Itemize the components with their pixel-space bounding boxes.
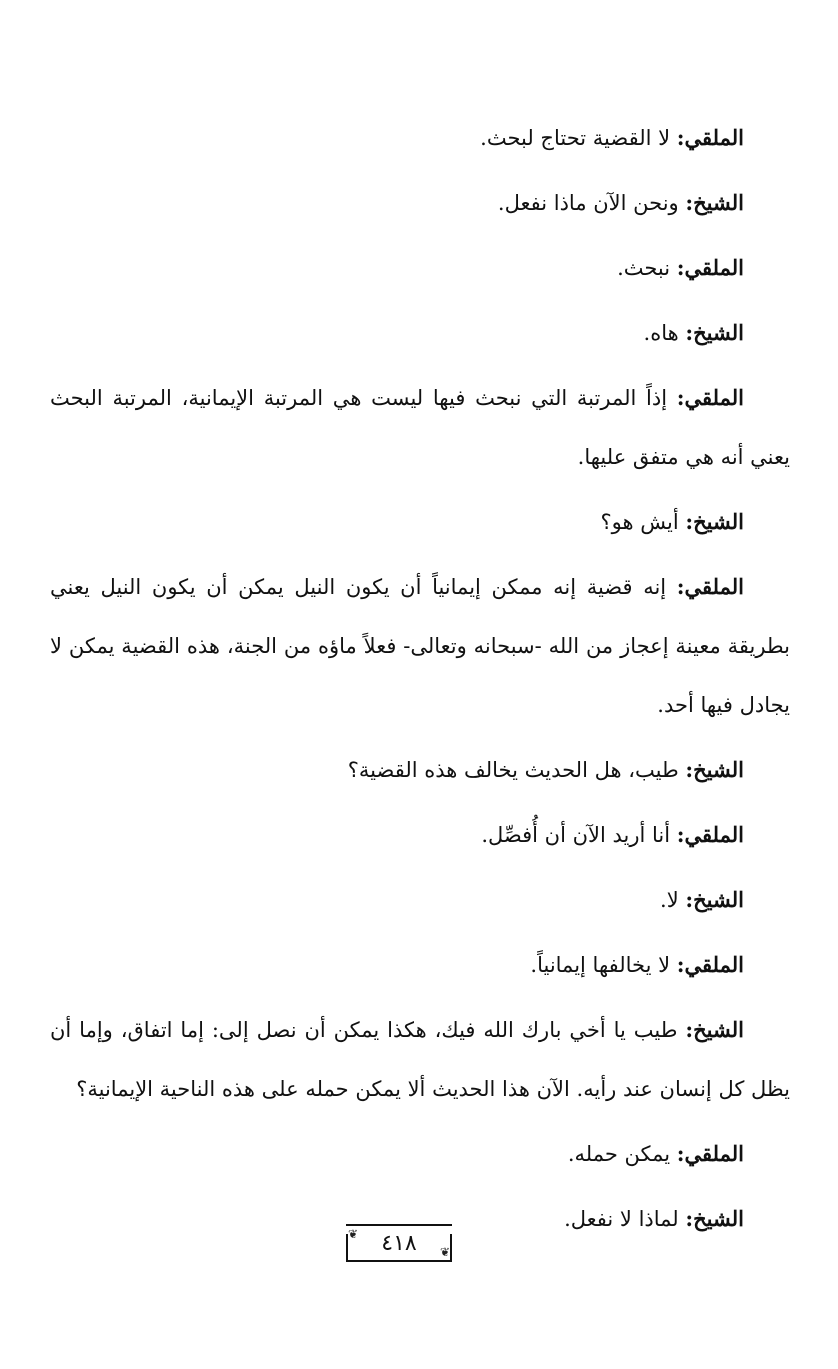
line-text: لا يخالفها إيمانياً.: [530, 953, 677, 977]
speaker-label: الشيخ:: [685, 757, 744, 782]
speaker-label: الملقي:: [676, 574, 744, 599]
dialogue-line: [50, 740, 790, 800]
speaker-label: الملقي:: [676, 1141, 744, 1166]
speaker-label: الشيخ:: [685, 190, 744, 215]
dialogue-line: [50, 238, 790, 298]
dialogue-line: [50, 1124, 790, 1184]
line-text: طيب، هل الحديث يخالف هذه القضية؟: [347, 758, 686, 782]
speaker-label: الشيخ:: [685, 1206, 744, 1231]
speaker-label: الملقي:: [676, 255, 744, 280]
speaker-label: الشيخ:: [685, 1017, 744, 1042]
line-text: إذاً المرتبة التي نبحث فيها ليست هي المرتبة الإيمانية، المرتبة البحث يعني أنه هي متفق عليها.: [50, 386, 790, 469]
dialogue-line: [50, 108, 790, 168]
speaker-label: الملقي:: [676, 822, 744, 847]
line-text: إنه قضية إنه ممكن إيمانياً أن يكون النيل يمكن أن يكون النيل يعني بطريقة معينة إعجاز من الله -سبحانه وتعالى- فعلاً ماؤه من الجنة، هذه القضية يمكن لا يجادل فيها أحد.: [50, 575, 790, 717]
line-text: نبحث.: [617, 256, 677, 280]
floral-ornament-icon: ❦: [439, 1245, 450, 1259]
dialogue-line: [50, 1000, 790, 1119]
floral-ornament-icon: ❦: [348, 1227, 359, 1241]
dialogue-line: [50, 805, 790, 865]
line-text: لا القضية تحتاج لبحث.: [480, 126, 677, 150]
dialogue-line: [50, 492, 790, 552]
page-number: ٤١٨: [381, 1231, 417, 1256]
line-text: ونحن الآن ماذا نفعل.: [497, 191, 686, 215]
line-text: لماذا لا نفعل.: [564, 1207, 686, 1231]
dialogue-text: [50, 108, 790, 1254]
line-text: أنا أريد الآن أن أُفصِّل.: [481, 823, 677, 847]
line-text: هاه.: [643, 321, 686, 345]
speaker-label: الشيخ:: [685, 320, 744, 345]
line-text: أيش هو؟: [600, 510, 686, 534]
page-footer: [346, 1224, 454, 1262]
dialogue-line: [50, 935, 790, 995]
line-text: لا.: [660, 888, 686, 912]
speaker-label: الشيخ:: [685, 887, 744, 912]
speaker-label: الملقي:: [676, 952, 744, 977]
dialogue-line: [50, 870, 790, 930]
line-text: طيب يا أخي بارك الله فيك، هكذا يمكن أن نصل إلى: إما اتفاق، وإما أن يظل كل إنسان عند رأيه. الآن هذا الحديث ألا يمكن حمله على هذه الناحية الإيمانية؟: [50, 1018, 790, 1101]
dialogue-line: [50, 303, 790, 363]
speaker-label: الملقي:: [676, 125, 744, 150]
speaker-label: الملقي:: [676, 385, 744, 410]
line-text: يمكن حمله.: [567, 1142, 677, 1166]
speaker-label: الشيخ:: [685, 509, 744, 534]
dialogue-line: [50, 173, 790, 233]
page-number-frame: [346, 1224, 452, 1262]
dialogue-line: [50, 557, 790, 735]
dialogue-line: [50, 368, 790, 487]
